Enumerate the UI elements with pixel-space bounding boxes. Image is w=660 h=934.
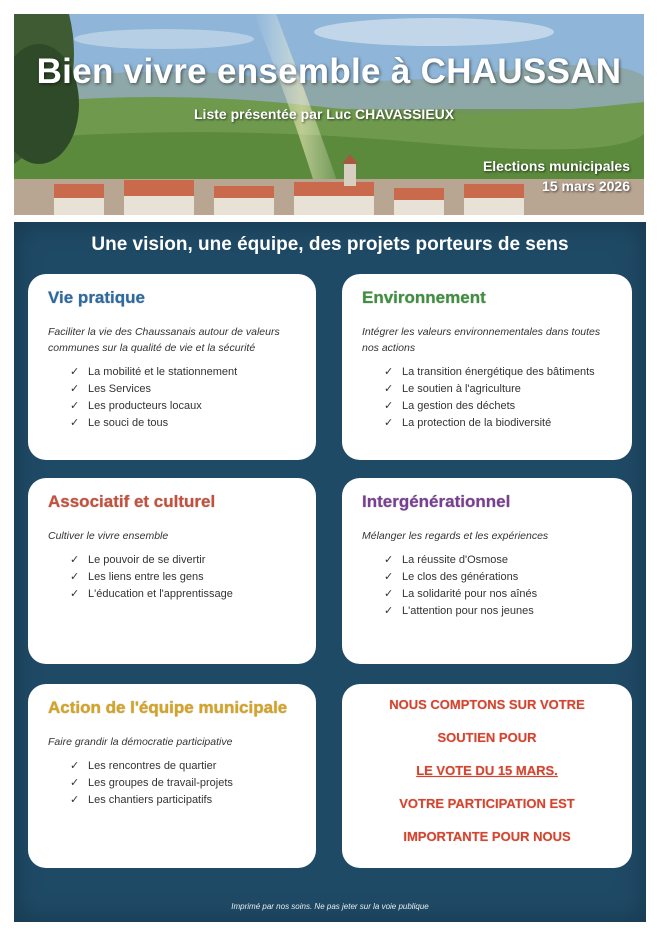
check-icon: ✓	[384, 588, 394, 600]
appeal-line: VOTRE PARTICIPATION EST	[399, 796, 575, 811]
check-icon: ✓	[384, 554, 394, 566]
check-icon: ✓	[70, 760, 80, 772]
election-info	[483, 156, 630, 196]
card-appeal	[342, 684, 632, 868]
card-vie-pratique	[28, 274, 316, 460]
list-item: ✓ Le souci de tous	[70, 415, 296, 432]
list-item: ✓ Les chantiers participatifs	[70, 792, 296, 809]
check-icon: ✓	[70, 777, 80, 789]
list-item: ✓ Le soutien à l'agriculture	[384, 381, 612, 398]
card-intro: Faciliter la vie des Chaussanais autour de valeurs communes sur la qualité de vie et la sécurité	[48, 326, 280, 354]
election-label: Elections municipales	[482, 158, 630, 174]
footer-note: Imprimé par nos soins. Ne pas jeter sur la voie publique	[231, 902, 429, 911]
list-item: ✓ Le clos des générations	[384, 569, 612, 586]
card-title-intergenerationnel: Intergénérationnel	[362, 492, 511, 511]
check-icon: ✓	[70, 383, 80, 395]
check-icon: ✓	[70, 400, 80, 412]
check-icon: ✓	[384, 571, 394, 583]
card-intro: Intégrer les valeurs environnementales dans toutes nos actions	[362, 326, 601, 354]
list-item: ✓ La gestion des déchets	[384, 398, 612, 415]
list-item: ✓ Les liens entre les gens	[70, 569, 296, 586]
appeal-line: SOUTIEN POUR	[437, 730, 537, 745]
list-item: ✓ Les rencontres de quartier	[70, 758, 296, 775]
card-list	[48, 364, 296, 432]
list-item: ✓ Le pouvoir de se divertir	[70, 552, 296, 569]
list-item: ✓ La réussite d'Osmose	[384, 552, 612, 569]
check-icon: ✓	[384, 383, 394, 395]
card-intergenerationnel	[342, 478, 632, 664]
appeal-line-vote-date: LE VOTE DU 15 MARS.	[416, 763, 558, 778]
list-item: ✓ La protection de la biodiversité	[384, 415, 612, 432]
card-intro: Cultiver le vivre ensemble	[48, 530, 169, 542]
list-item: ✓ Les producteurs locaux	[70, 398, 296, 415]
card-list	[48, 552, 296, 603]
card-associatif	[28, 478, 316, 664]
card-intro: Faire grandir la démocratie participative	[48, 736, 233, 748]
appeal-line: IMPORTANTE POUR NOUS	[403, 829, 571, 844]
check-icon: ✓	[70, 366, 80, 378]
program-panel	[14, 222, 646, 922]
tagline: Une vision, une équipe, des projets porteurs de sens	[91, 234, 569, 255]
list-item: ✓ La mobilité et le stationnement	[70, 364, 296, 381]
check-icon: ✓	[70, 588, 80, 600]
election-date: 15 mars 2026	[542, 178, 630, 194]
check-icon: ✓	[384, 605, 394, 617]
check-icon: ✓	[384, 400, 394, 412]
card-environnement	[342, 274, 632, 460]
appeal-line: NOUS COMPTONS SUR VOTRE	[389, 697, 585, 712]
list-item: ✓ La solidarité pour nos aînés	[384, 586, 612, 603]
list-item: ✓ L'éducation et l'apprentissage	[70, 586, 296, 603]
card-list	[362, 552, 612, 620]
check-icon: ✓	[384, 366, 394, 378]
list-item: ✓ L'attention pour nos jeunes	[384, 603, 612, 620]
check-icon: ✓	[70, 554, 80, 566]
card-list	[362, 364, 612, 432]
card-title-vie-pratique: Vie pratique	[48, 288, 145, 307]
list-subtitle: Liste présentée par Luc CHAVASSIEUX	[194, 106, 455, 122]
card-action-municipale	[28, 684, 316, 868]
check-icon: ✓	[70, 417, 80, 429]
card-title-environnement: Environnement	[362, 288, 486, 307]
card-list	[48, 758, 296, 809]
card-title-associatif: Associatif et culturel	[48, 492, 216, 511]
card-title-action: Action de l'équipe municipale	[48, 698, 288, 717]
list-item: ✓ Les groupes de travail-projets	[70, 775, 296, 792]
header-banner	[14, 14, 644, 215]
list-item: ✓ Les Services	[70, 381, 296, 398]
check-icon: ✓	[70, 571, 80, 583]
list-item: ✓ La transition énergétique des bâtiments	[384, 364, 612, 381]
page-title: Bien vivre ensemble à CHAUSSAN	[36, 52, 622, 91]
card-intro: Mélanger les regards et les expériences	[362, 530, 549, 542]
check-icon: ✓	[70, 794, 80, 806]
check-icon: ✓	[384, 417, 394, 429]
